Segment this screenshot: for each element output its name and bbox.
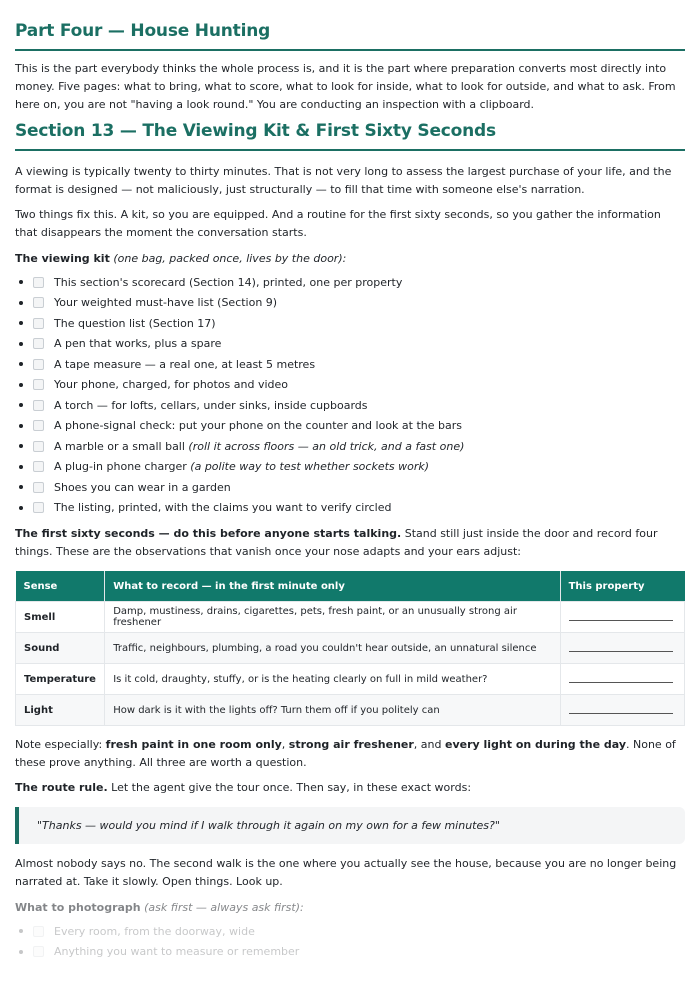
- checkbox[interactable]: [33, 926, 44, 937]
- kit-item: [15, 436, 685, 457]
- sense-cell: Smell: [16, 602, 105, 633]
- sense-cell: Sound: [16, 633, 105, 664]
- record-cell: Damp, mustiness, drains, cigarettes, pets, fresh paint, or an unusually strong air freshener: [105, 602, 560, 633]
- checkbox[interactable]: [33, 359, 44, 370]
- first-sixty-text: Stand still just inside the door and record four things. These are the observations that vanish once your nose adapts and your ears adjust:: [15, 527, 658, 558]
- senses-table-body: [16, 602, 685, 726]
- kit-item-text: Your weighted must-have list (Section 9): [54, 296, 278, 310]
- kit-item: [15, 272, 685, 293]
- fix-paragraph: Two things fix this. A kit, so you are equipped. And a routine for the first sixty seconds, so you gather the information that disappears the moment the conversation starts.: [15, 208, 661, 239]
- kit-item-note: (a polite way to test whether sockets work): [190, 460, 430, 474]
- kit-item: [15, 498, 685, 519]
- kit-checklist: [15, 272, 685, 518]
- sense-cell: Temperature: [16, 664, 105, 695]
- sense-cell: Light: [16, 695, 105, 726]
- senses-table-header: [16, 571, 685, 602]
- kit-item-text: Your phone, charged, for photos and video: [54, 378, 289, 392]
- kit-heading-label: The viewing kit: [15, 252, 110, 265]
- kit-item-text: The question list (Section 17): [54, 316, 216, 330]
- write-in-line: [569, 642, 673, 652]
- write-in-line: [569, 611, 673, 621]
- checkbox[interactable]: [33, 482, 44, 493]
- kit-heading: [15, 250, 685, 268]
- senses-table: [15, 571, 685, 726]
- viewing-duration-paragraph: A viewing is typically twenty to thirty minutes. That is not very long to assess the largest purchase of your life, and the format is designed — not maliciously, just structurally — to fill that time with someone else's narration.: [15, 165, 672, 196]
- kit-item: [15, 375, 685, 396]
- photograph-checklist: [15, 921, 685, 962]
- photograph-item: [15, 942, 685, 963]
- note-sep-2: , and: [413, 738, 445, 751]
- kit-item: [15, 457, 685, 478]
- kit-item-text: A marble or a small ball: [54, 439, 185, 453]
- part-title: Part Four — House Hunting: [15, 0, 685, 51]
- bullet-dot: [19, 301, 23, 305]
- bullet-dot: [19, 280, 23, 284]
- property-blank-cell[interactable]: [560, 633, 684, 664]
- checkbox[interactable]: [33, 946, 44, 957]
- kit-heading-note: (one bag, packed once, lives by the door):: [113, 252, 347, 265]
- checkbox[interactable]: [33, 297, 44, 308]
- kit-item-text: Shoes you can wear in a garden: [54, 480, 231, 494]
- checkbox[interactable]: [33, 277, 44, 288]
- note-bold-paint: fresh paint in one room only: [105, 738, 282, 751]
- record-cell: Traffic, neighbours, plumbing, a road you couldn't hear outside, an unnatural silence: [105, 633, 560, 664]
- header-sense: Sense: [16, 571, 105, 602]
- checkbox[interactable]: [33, 420, 44, 431]
- kit-item: [15, 293, 685, 314]
- route-rule-lead: The route rule.: [15, 781, 108, 794]
- checkbox[interactable]: [33, 379, 44, 390]
- property-blank-cell[interactable]: [560, 602, 684, 633]
- note-lead: Note especially:: [15, 738, 106, 751]
- note-bold-freshener: strong air freshener: [288, 738, 414, 751]
- record-cell: How dark is it with the lights off? Turn them off if you politely can: [105, 695, 560, 726]
- bullet-dot: [19, 403, 23, 407]
- second-walk-paragraph: Almost nobody says no. The second walk is the one where you actually see the house, because you are no longer being narrated at. Take it slowly. Open things. Look up.: [15, 857, 677, 888]
- checkbox[interactable]: [33, 318, 44, 329]
- note-paragraph: [15, 736, 685, 772]
- section-title: Section 13 — The Viewing Kit & First Sixty Seconds: [15, 119, 685, 151]
- property-blank-cell[interactable]: [560, 695, 684, 726]
- photograph-item-text: Anything you want to measure or remember: [54, 945, 300, 959]
- table-row: [16, 633, 685, 664]
- bullet-dot: [19, 383, 23, 387]
- property-blank-cell[interactable]: [560, 664, 684, 695]
- kit-item-note: (roll it across floors — an old trick, and a fast one): [188, 439, 465, 453]
- photograph-heading-label: What to photograph: [15, 901, 141, 914]
- photograph-item-text: Every room, from the doorway, wide: [54, 924, 255, 938]
- bullet-dot: [19, 485, 23, 489]
- intro-paragraph: This is the part everybody thinks the whole process is, and it is the part where preparation converts most directly into money. Five pages: what to bring, what to score, what to look for inside, what to look for outside, and what to ask. From here on, you are not "having a look round." You are conducting an inspection with a clipboard.: [15, 62, 676, 111]
- header-property: This property: [560, 571, 684, 602]
- photograph-item: [15, 921, 685, 942]
- checkbox[interactable]: [33, 400, 44, 411]
- record-cell: Is it cold, draughty, stuffy, or is the heating clearly on full in mild weather?: [105, 664, 560, 695]
- bullet-dot: [19, 506, 23, 510]
- bullet-dot: [19, 929, 23, 933]
- kit-item: [15, 395, 685, 416]
- photograph-heading: [15, 899, 685, 917]
- bullet-dot: [19, 342, 23, 346]
- kit-item-text: The listing, printed, with the claims you want to verify circled: [54, 501, 392, 515]
- route-rule-paragraph: [15, 779, 685, 797]
- kit-item-text: This section's scorecard (Section 14), printed, one per property: [54, 275, 403, 289]
- write-in-line: [569, 673, 673, 683]
- table-row: [16, 602, 685, 633]
- script-quote: "Thanks — would you mind if I walk through it again on my own for a few minutes?": [15, 807, 685, 844]
- write-in-line: [569, 704, 673, 714]
- bullet-dot: [19, 321, 23, 325]
- checkbox[interactable]: [33, 502, 44, 513]
- note-sep-1: ,: [281, 738, 289, 751]
- first-sixty-paragraph: [15, 525, 685, 561]
- header-record: What to record — in the first minute only: [105, 571, 560, 602]
- bullet-dot: [19, 465, 23, 469]
- checkbox[interactable]: [33, 338, 44, 349]
- note-bold-lights: every light on during the day: [444, 738, 626, 751]
- first-sixty-lead: The first sixty seconds — do this before anyone starts talking.: [15, 527, 402, 540]
- kit-item-text: A plug-in phone charger: [54, 460, 187, 474]
- kit-item: [15, 416, 685, 437]
- kit-item: [15, 477, 685, 498]
- kit-item-text: A phone-signal check: put your phone on the counter and look at the bars: [54, 419, 462, 433]
- bullet-dot: [19, 424, 23, 428]
- table-row: [16, 695, 685, 726]
- bullet-dot: [19, 362, 23, 366]
- kit-item: [15, 354, 685, 375]
- route-rule-text: Let the agent give the tour once. Then say, in these exact words:: [107, 781, 472, 794]
- kit-item: [15, 313, 685, 334]
- bullet-dot: [19, 950, 23, 954]
- photograph-heading-note: (ask first — always ask first):: [144, 901, 304, 914]
- bullet-dot: [19, 444, 23, 448]
- kit-item-text: A pen that works, plus a spare: [54, 337, 222, 351]
- checkbox[interactable]: [33, 441, 44, 452]
- kit-item-text: A tape measure — a real one, at least 5 metres: [54, 357, 316, 371]
- checkbox[interactable]: [33, 461, 44, 472]
- note-tail: . None of these prove anything. All three are worth a question.: [15, 738, 676, 769]
- kit-item: [15, 334, 685, 355]
- table-row: [16, 664, 685, 695]
- kit-item-text: A torch — for lofts, cellars, under sinks, inside cupboards: [54, 398, 368, 412]
